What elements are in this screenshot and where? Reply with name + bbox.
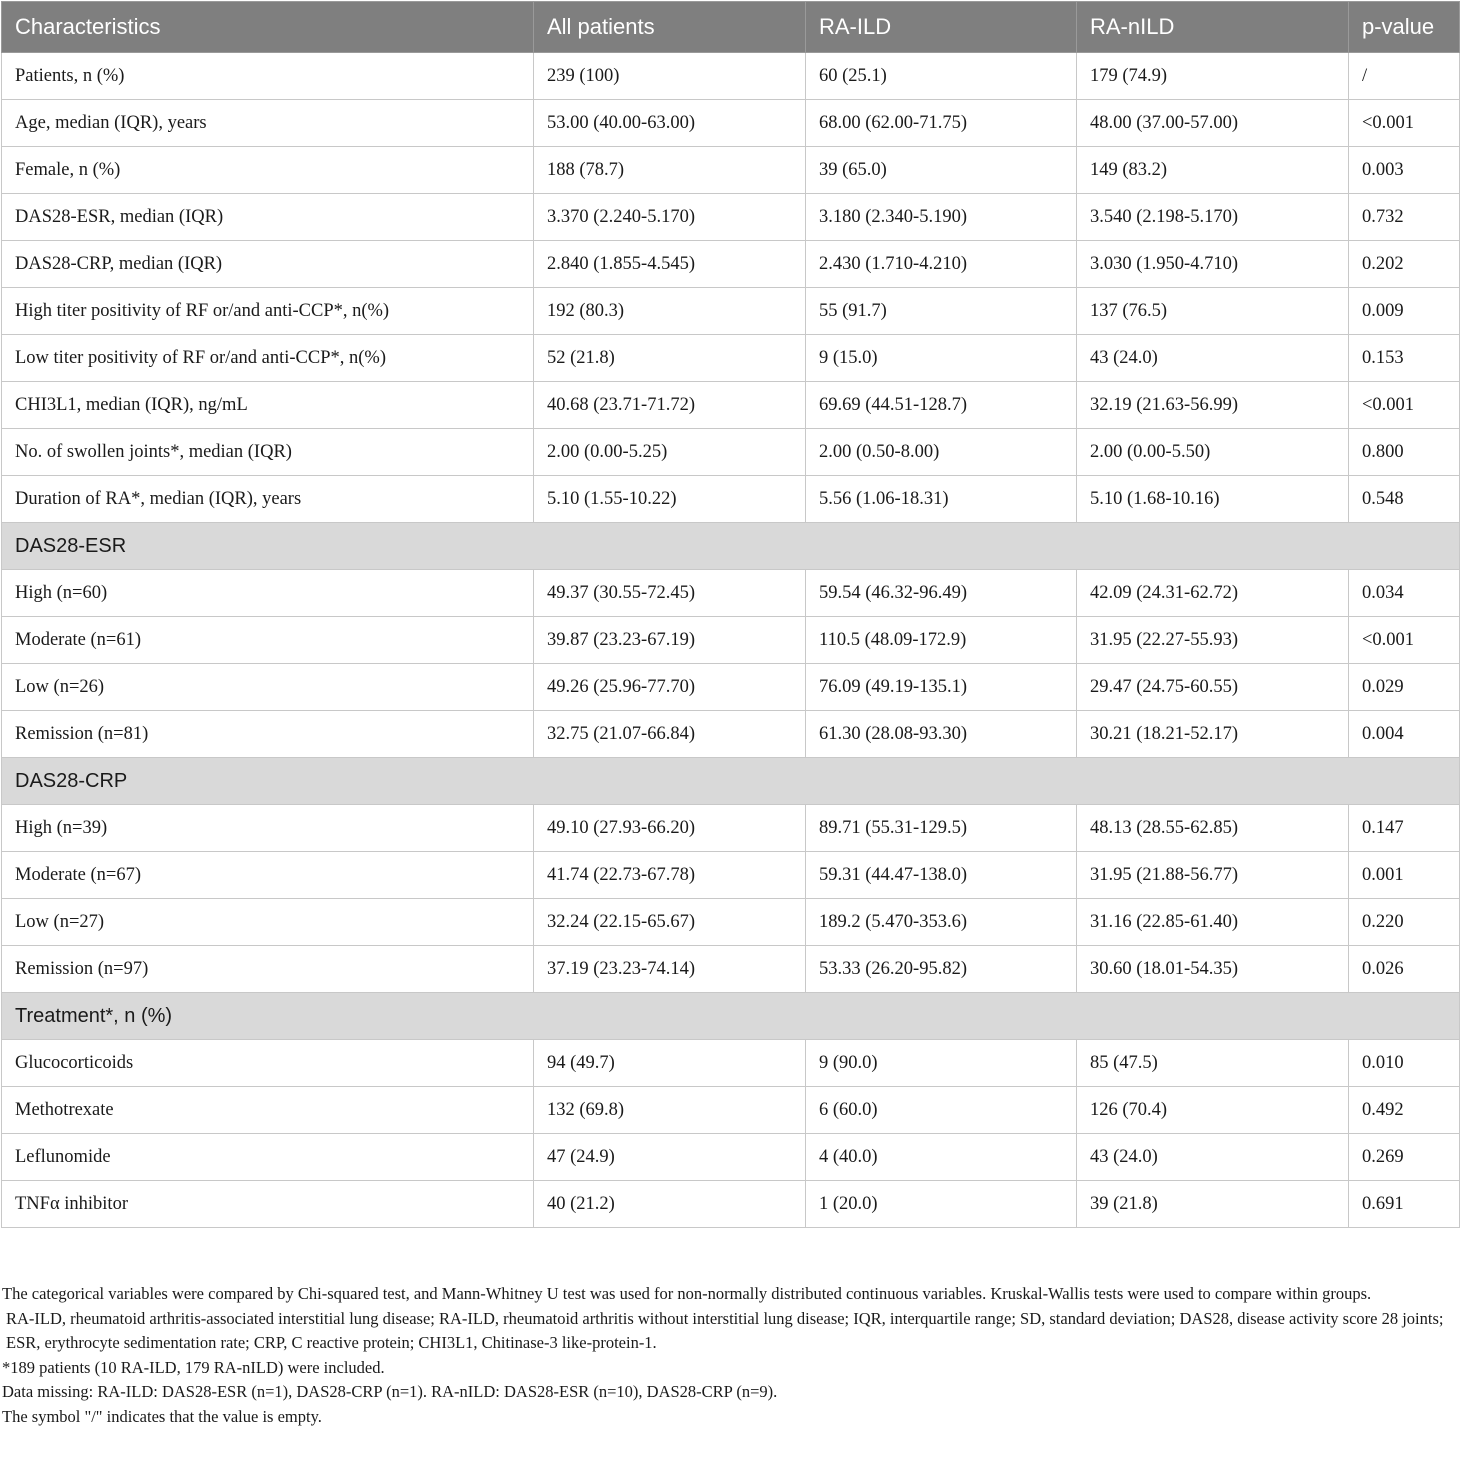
cell-p-value: 0.001	[1349, 852, 1460, 899]
table-row	[2, 946, 1460, 993]
section-header-row	[2, 523, 1460, 570]
cell-all-patients: 53.00 (40.00-63.00)	[534, 100, 806, 147]
cell-ra-nild: 32.19 (21.63-56.99)	[1077, 382, 1349, 429]
cell-all-patients: 49.37 (30.55-72.45)	[534, 570, 806, 617]
cell-ra-nild: 48.00 (37.00-57.00)	[1077, 100, 1349, 147]
cell-all-patients: 132 (69.8)	[534, 1087, 806, 1134]
table-row	[2, 805, 1460, 852]
cell-characteristic: Remission (n=97)	[2, 946, 534, 993]
cell-ra-ild: 59.54 (46.32-96.49)	[806, 570, 1077, 617]
cell-p-value: <0.001	[1349, 617, 1460, 664]
cell-characteristic: Moderate (n=67)	[2, 852, 534, 899]
cell-ra-ild: 55 (91.7)	[806, 288, 1077, 335]
characteristics-table	[1, 1, 1460, 1228]
cell-characteristic: Female, n (%)	[2, 147, 534, 194]
cell-all-patients: 32.24 (22.15-65.67)	[534, 899, 806, 946]
table-row	[2, 664, 1460, 711]
cell-ra-nild: 31.95 (21.88-56.77)	[1077, 852, 1349, 899]
header-p-value: p-value	[1349, 2, 1460, 53]
table-row	[2, 617, 1460, 664]
cell-ra-ild: 189.2 (5.470-353.6)	[806, 899, 1077, 946]
cell-ra-ild: 69.69 (44.51-128.7)	[806, 382, 1077, 429]
footnote-empty-symbol: The symbol "/" indicates that the value is empty.	[2, 1406, 322, 1426]
cell-ra-ild: 76.09 (49.19-135.1)	[806, 664, 1077, 711]
table-row	[2, 335, 1460, 382]
section-header-row	[2, 993, 1460, 1040]
cell-ra-nild: 3.540 (2.198-5.170)	[1077, 194, 1349, 241]
cell-p-value: 0.492	[1349, 1087, 1460, 1134]
section-header-row	[2, 758, 1460, 805]
cell-ra-ild: 2.430 (1.710-4.210)	[806, 241, 1077, 288]
cell-ra-ild: 53.33 (26.20-95.82)	[806, 946, 1077, 993]
cell-ra-ild: 9 (15.0)	[806, 335, 1077, 382]
cell-ra-nild: 126 (70.4)	[1077, 1087, 1349, 1134]
cell-characteristic: Low (n=26)	[2, 664, 534, 711]
cell-all-patients: 5.10 (1.55-10.22)	[534, 476, 806, 523]
cell-ra-nild: 30.21 (18.21-52.17)	[1077, 711, 1349, 758]
cell-ra-nild: 43 (24.0)	[1077, 335, 1349, 382]
table-row	[2, 382, 1460, 429]
cell-characteristic: Age, median (IQR), years	[2, 100, 534, 147]
cell-all-patients: 39.87 (23.23-67.19)	[534, 617, 806, 664]
cell-p-value: 0.026	[1349, 946, 1460, 993]
cell-ra-ild: 5.56 (1.06-18.31)	[806, 476, 1077, 523]
cell-characteristic: Leflunomide	[2, 1134, 534, 1181]
cell-p-value: 0.800	[1349, 429, 1460, 476]
header-all-patients: All patients	[534, 2, 806, 53]
cell-p-value: 0.147	[1349, 805, 1460, 852]
cell-ra-nild: 31.95 (22.27-55.93)	[1077, 617, 1349, 664]
cell-characteristic: Moderate (n=61)	[2, 617, 534, 664]
table-row	[2, 100, 1460, 147]
table-row	[2, 429, 1460, 476]
cell-ra-nild: 137 (76.5)	[1077, 288, 1349, 335]
table-row	[2, 194, 1460, 241]
cell-characteristic: Remission (n=81)	[2, 711, 534, 758]
cell-characteristic: Glucocorticoids	[2, 1040, 534, 1087]
cell-ra-ild: 60 (25.1)	[806, 53, 1077, 100]
cell-all-patients: 49.10 (27.93-66.20)	[534, 805, 806, 852]
cell-characteristic: High titer positivity of RF or/and anti-CCP*, n(%)	[2, 288, 534, 335]
cell-all-patients: 188 (78.7)	[534, 147, 806, 194]
cell-ra-nild: 31.16 (22.85-61.40)	[1077, 899, 1349, 946]
cell-p-value: 0.220	[1349, 899, 1460, 946]
cell-p-value: 0.003	[1349, 147, 1460, 194]
cell-ra-ild: 1 (20.0)	[806, 1181, 1077, 1228]
cell-all-patients: 41.74 (22.73-67.78)	[534, 852, 806, 899]
cell-all-patients: 40.68 (23.71-71.72)	[534, 382, 806, 429]
cell-ra-nild: 179 (74.9)	[1077, 53, 1349, 100]
cell-ra-nild: 30.60 (18.01-54.35)	[1077, 946, 1349, 993]
cell-all-patients: 40 (21.2)	[534, 1181, 806, 1228]
cell-ra-ild: 89.71 (55.31-129.5)	[806, 805, 1077, 852]
cell-ra-ild: 4 (40.0)	[806, 1134, 1077, 1181]
table-row	[2, 1040, 1460, 1087]
cell-ra-ild: 2.00 (0.50-8.00)	[806, 429, 1077, 476]
cell-characteristic: Duration of RA*, median (IQR), years	[2, 476, 534, 523]
cell-p-value: 0.010	[1349, 1040, 1460, 1087]
cell-p-value: <0.001	[1349, 382, 1460, 429]
cell-characteristic: Patients, n (%)	[2, 53, 534, 100]
table-row	[2, 1134, 1460, 1181]
cell-all-patients: 52 (21.8)	[534, 335, 806, 382]
cell-characteristic: TNFα inhibitor	[2, 1181, 534, 1228]
table-row	[2, 147, 1460, 194]
cell-ra-ild: 6 (60.0)	[806, 1087, 1077, 1134]
header-ra-ild: RA-ILD	[806, 2, 1077, 53]
table-footnotes	[2, 1282, 1458, 1429]
cell-ra-nild: 2.00 (0.00-5.50)	[1077, 429, 1349, 476]
cell-ra-nild: 43 (24.0)	[1077, 1134, 1349, 1181]
table-row	[2, 476, 1460, 523]
cell-all-patients: 94 (49.7)	[534, 1040, 806, 1087]
cell-ra-ild: 68.00 (62.00-71.75)	[806, 100, 1077, 147]
cell-ra-ild: 39 (65.0)	[806, 147, 1077, 194]
cell-p-value: 0.034	[1349, 570, 1460, 617]
header-ra-nild: RA-nILD	[1077, 2, 1349, 53]
cell-characteristic: No. of swollen joints*, median (IQR)	[2, 429, 534, 476]
table-row	[2, 1087, 1460, 1134]
cell-p-value: 0.004	[1349, 711, 1460, 758]
cell-p-value: 0.691	[1349, 1181, 1460, 1228]
table-row	[2, 241, 1460, 288]
table-body	[2, 53, 1460, 1228]
cell-characteristic: Low (n=27)	[2, 899, 534, 946]
cell-ra-nild: 85 (47.5)	[1077, 1040, 1349, 1087]
table-row	[2, 711, 1460, 758]
cell-all-patients: 47 (24.9)	[534, 1134, 806, 1181]
cell-characteristic: CHI3L1, median (IQR), ng/mL	[2, 382, 534, 429]
cell-p-value: <0.001	[1349, 100, 1460, 147]
cell-ra-nild: 5.10 (1.68-10.16)	[1077, 476, 1349, 523]
table-row	[2, 899, 1460, 946]
table-row	[2, 288, 1460, 335]
cell-all-patients: 49.26 (25.96-77.70)	[534, 664, 806, 711]
footnote-statistics: The categorical variables were compared by Chi-squared test, and Mann-Whitney U test was used for non-normally distributed continuous variables. Kruskal-Wallis tests were used to compare within groups.	[2, 1284, 1372, 1303]
cell-all-patients: 32.75 (21.07-66.84)	[534, 711, 806, 758]
cell-all-patients: 239 (100)	[534, 53, 806, 100]
cell-p-value: 0.153	[1349, 335, 1460, 382]
header-characteristics: Characteristics	[2, 2, 534, 53]
cell-ra-nild: 39 (21.8)	[1077, 1181, 1349, 1228]
cell-ra-nild: 48.13 (28.55-62.85)	[1077, 805, 1349, 852]
cell-characteristic: Methotrexate	[2, 1087, 534, 1134]
cell-ra-ild: 59.31 (44.47-138.0)	[806, 852, 1077, 899]
cell-ra-nild: 3.030 (1.950-4.710)	[1077, 241, 1349, 288]
footnote-asterisk: *189 patients (10 RA-ILD, 179 RA-nILD) were included.	[2, 1357, 385, 1377]
header-row	[2, 2, 1460, 53]
cell-all-patients: 2.00 (0.00-5.25)	[534, 429, 806, 476]
table-row	[2, 1181, 1460, 1228]
cell-ra-ild: 110.5 (48.09-172.9)	[806, 617, 1077, 664]
table-row	[2, 53, 1460, 100]
cell-ra-nild: 29.47 (24.75-60.55)	[1077, 664, 1349, 711]
section-label: DAS28-CRP	[2, 758, 1460, 805]
cell-characteristic: Low titer positivity of RF or/and anti-CCP*, n(%)	[2, 335, 534, 382]
cell-characteristic: High (n=60)	[2, 570, 534, 617]
cell-p-value: 0.269	[1349, 1134, 1460, 1181]
cell-p-value: 0.009	[1349, 288, 1460, 335]
section-label: DAS28-ESR	[2, 523, 1460, 570]
table-row	[2, 852, 1460, 899]
cell-p-value: 0.548	[1349, 476, 1460, 523]
cell-ra-ild: 61.30 (28.08-93.30)	[806, 711, 1077, 758]
cell-p-value: 0.732	[1349, 194, 1460, 241]
cell-characteristic: DAS28-CRP, median (IQR)	[2, 241, 534, 288]
cell-all-patients: 2.840 (1.855-4.545)	[534, 241, 806, 288]
cell-all-patients: 192 (80.3)	[534, 288, 806, 335]
footnote-abbreviations: RA-ILD, rheumatoid arthritis-associated interstitial lung disease; RA-ILD, rheumatoid arthritis without interstitial lung disease; IQR, interquartile range; SD, standard deviation; DAS28, disease activity score 28 joints; ESR, erythrocyte sedimentation rate; CRP, C reactive protein; CHI3L1, Chitinase-3 like-protein-1.	[6, 1308, 1444, 1352]
footnote-missing-data: Data missing: RA-ILD: DAS28-ESR (n=1), DAS28-CRP (n=1). RA-nILD: DAS28-ESR (n=10), DAS28-CRP (n=9).	[2, 1382, 778, 1401]
cell-all-patients: 37.19 (23.23-74.14)	[534, 946, 806, 993]
section-label: Treatment*, n (%)	[2, 993, 1460, 1040]
table-header	[2, 2, 1460, 53]
cell-ra-ild: 9 (90.0)	[806, 1040, 1077, 1087]
cell-ra-ild: 3.180 (2.340-5.190)	[806, 194, 1077, 241]
cell-p-value: /	[1349, 53, 1460, 100]
cell-characteristic: High (n=39)	[2, 805, 534, 852]
cell-ra-nild: 42.09 (24.31-62.72)	[1077, 570, 1349, 617]
cell-characteristic: DAS28-ESR, median (IQR)	[2, 194, 534, 241]
cell-p-value: 0.202	[1349, 241, 1460, 288]
cell-ra-nild: 149 (83.2)	[1077, 147, 1349, 194]
table-row	[2, 570, 1460, 617]
cell-all-patients: 3.370 (2.240-5.170)	[534, 194, 806, 241]
cell-p-value: 0.029	[1349, 664, 1460, 711]
